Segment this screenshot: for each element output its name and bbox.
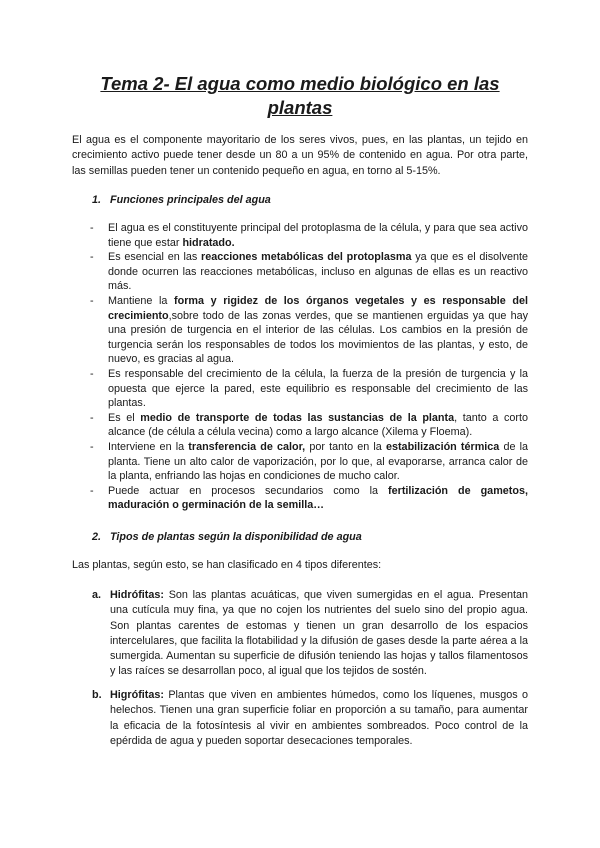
list-dash: - [90, 294, 94, 307]
plant-types-list-b [92, 688, 528, 749]
section-1-heading [92, 193, 271, 208]
function-item-6: - Interviene en la transferencia de calor, por tanto en la estabilización térmica de la planta. Tiene un alto calor de vaporización, por lo que, al evaporarse, arranca calor de la planta, enfriando las hojas en condiciones de mucho calor. [90, 440, 529, 483]
list-dash: - [90, 411, 94, 424]
section-1-number: 1. [92, 194, 102, 206]
intro-paragraph: El agua es el componente mayoritario de los seres vivos, pues, en las plantas, un tejido en crecimiento activo puede tener desde un 80 a un 95% de contenido en agua. Por otra parte, las semillas pueden tener un contenido pequeño en agua, en torno al 5-15%. [72, 134, 528, 177]
list-letter: b. [92, 689, 102, 701]
function-item-5: - Es el medio de transporte de todas las sustancias de la planta, tanto a corto alcance (de célula a célula vecina) como a largo alcance (Xilema y Floema). [90, 411, 528, 439]
section-2-heading [92, 530, 362, 545]
plant-type-higrofitas: b. Higrófitas: Plantas que viven en ambientes húmedos, como los líquenes, musgos o helechos. Tienen una gran superficie foliar en proporción a su tamaño, para aumentar la eficacia de la fotosíntesis al vivir en ambientes sombreados. Poco control de la epérdida de agua y pueden soportar desecaciones temporales. [92, 689, 528, 747]
function-item-2: - Es esencial en las reacciones metabólicas del protoplasma ya que es el disolvente donde ocurren las reacciones metabólicas, incluso en algunas de ellas es un reactivo más. [90, 251, 528, 293]
list-dash: - [90, 222, 94, 234]
classification-intro: Las plantas, según esto, se han clasificado en 4 tipos diferentes: [72, 559, 382, 571]
list-dash: - [90, 251, 94, 264]
section-2-title: Tipos de plantas según la disponibilidad de agua [110, 531, 362, 543]
section-2-number: 2. [92, 531, 102, 543]
plant-type-hidrofitas: a. Hidrófitas: Son las plantas acuáticas, que viven sumergidas en el agua. Presentan una cutícula muy fina, ya que no cojen los nutrientes del suelo sino del propio agua. Son plantas carentes de estomas y tienen un gran desarrollo de los espacios intercelulares, que facilita la flotabilidad y la difusión de gases desde la parte aérea a la sumergida. Aumentan su superficie de difusión teniendo las hojas y tallos filamentosos y las raíces se desarrollan poco, al igual que los tejidos de sostén. [92, 589, 528, 678]
list-dash: - [90, 440, 94, 453]
document-title [70, 72, 530, 120]
list-dash: - [90, 367, 94, 380]
function-item-7: - Puede actuar en procesos secundarios como la fertilización de gametos, maduración o germinación de la semilla… [90, 484, 528, 512]
list-dash: - [90, 484, 94, 497]
section-1-title: Funciones principales del agua [110, 194, 271, 206]
title-line-1: Tema 2- El agua como medio biológico en las [100, 73, 500, 94]
function-item-1: - El agua es el constituyente principal del protoplasma de la célula, y para que sea activo tiene que estar hidratado. [90, 222, 528, 249]
function-item-3: - Mantiene la forma y rigidez de los órganos vegetales y es responsable del crecimiento,sobre todo de las zonas verdes, que se mantienen erguidas ya que hay una presión de turgencia en el interior de las células. Los cambios en la presión de turgencia serán los responsables de todos los movimientos de las plantas, y esto, de nuevo, es gracias al agua. [90, 294, 528, 366]
functions-list [88, 221, 528, 513]
function-item-4: - Es responsable del crecimiento de la célula, la fuerza de la presión de turgencia y la opuesta que ejerce la pared, este equilibrio es responsable del crecimiento de las plantas. [90, 367, 528, 410]
plant-type-name: Hidrófitas: [110, 589, 164, 601]
plant-type-name: Higrófitas: [110, 689, 164, 701]
list-letter: a. [92, 589, 102, 601]
title-line-2: plantas [267, 97, 333, 118]
plant-types-list [92, 588, 528, 680]
